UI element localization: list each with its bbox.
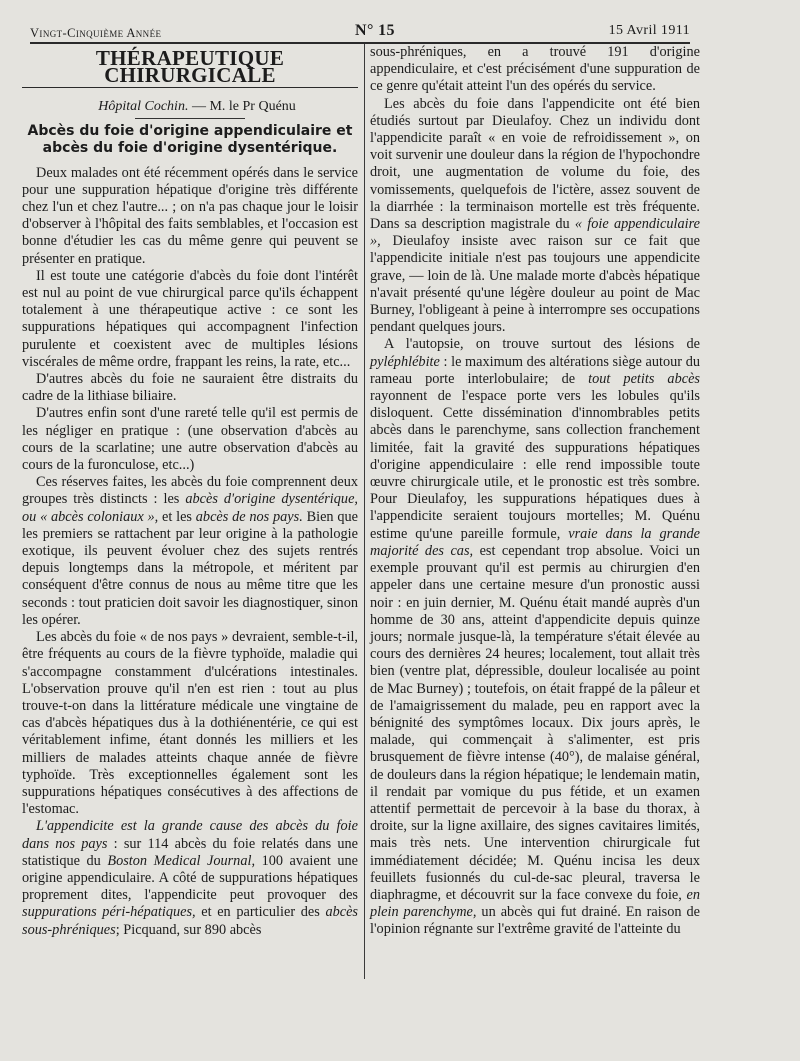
italic-run: pyléphlébite: [370, 353, 440, 370]
left-column: [22, 46, 358, 939]
italic-run: vraie dans la grande majorité des cas,: [370, 525, 701, 559]
italic-run: abcès sous-phréniques: [22, 904, 358, 938]
text-run: A l'autopsie, on trouve surtout des lésions de: [384, 336, 700, 353]
byline-author: — M. le Pr Quénu: [188, 99, 296, 115]
paragraph: Il est toute une catégorie d'abcès du foie dont l'intérêt est nul au point de vue chirurgical parce qu'ils échappent totalement à une thérapeutique active : ce sont les suppurations hépatiques qui accompagnent l'infection purulente et coexistent avec de multiples lésions viscérales de même ordre, frappant les reins, la rate, etc...: [22, 267, 358, 370]
paragraph: Deux malades ont été récemment opérés dans le service pour une suppuration hépatique d'origine très différente chez l'un et chez l'autre... ; on n'a pas chaque jour le loisir d'observer à l'hôpital des faits semblables, et l'occasion est bonne d'étudier les cas du même genre qui peuvent se présenter en pratique.: [22, 164, 358, 267]
italic-run: Boston Medical Journal,: [107, 852, 256, 869]
page-header: [30, 20, 690, 42]
column-divider: [364, 44, 365, 979]
section-title: THÉRAPEUTIQUE CHIRURGICALE: [22, 50, 358, 88]
paragraph: [370, 336, 700, 938]
text-run: Dieulafoy insiste avec raison sur ce fait que l'appendicite initiale n'est pas toujours une appendicite grave, — loin de là. Une malade morte d'abcès hépatique n'avait présenté qu'une légère douleur au point de Mac Burney, l'obligeant à peine à interrompre ses occupations pendant quelques jours.: [370, 233, 700, 336]
paragraph: sous-phréniques, en a trouvé 191 d'origine appendiculaire, et c'est précisément d'une suppuration de ce genre qu'était atteint l'un des opérés du service.: [370, 44, 700, 95]
byline: [22, 98, 358, 115]
text-run: et les: [158, 508, 196, 525]
italic-run: suppurations péri-hépatiques,: [22, 904, 196, 921]
paragraph: [370, 96, 700, 337]
italic-run: abcès de nos pays.: [195, 508, 303, 525]
text-run: un abcès qui fut drainé. En raison de l'opinion régnante sur l'extrême gravité de l'atteinte du: [370, 904, 700, 938]
text-run: : le maximum des altérations siège autour du rameau porte interlobulaire; de: [370, 353, 700, 387]
italic-run: en plein parenchyme,: [370, 886, 700, 921]
article-title: Abcès du foie d'origine appendiculaire et abcès du foie d'origine dysentérique.: [27, 122, 353, 156]
italic-run: L'appendicite est la grande cause des abcès du foie dans nos pays: [22, 818, 358, 852]
text-run: Les abcès du foie dans l'appendicite ont été bien étudiés surtout par Dieulafoy. Chez un individu dont l'appendicite paraît « en voie de refroidissement », on voit survenir une douleur dans la région de l'hypochondre droit, une augmentation de volume du foie, des vomissements, quelquefois de l'ictère, assez souvent de la diarrhée : la terminaison mortelle est très fréquente. Dans sa description magistrale du: [370, 95, 700, 233]
header-volume: Vingt-Cinquième Année: [30, 26, 162, 40]
paragraph: [22, 818, 358, 938]
text-run: et en particulier des: [195, 904, 326, 921]
italic-run: abcès d'origine dysentérique, ou « abcès coloniaux »,: [22, 491, 358, 525]
paragraph: D'autres enfin sont d'une rareté telle qu'il est permis de les négliger en pratique : (une observation d'abcès au cours de la scarlatine; une autre observation d'abcès au cours de la furonculose, etc...): [22, 405, 358, 474]
italic-run: « foie appendiculaire »,: [370, 216, 700, 250]
italic-run: tout petits abcès: [588, 370, 700, 387]
text-run: est cependant trop absolue. Voici un exemple prouvant qu'il est permis au chirurgien d'en appeler dans une certaine mesure d'un pronostic aussi noir : en juin dernier, M. Quénu était mandé auprès d'un homme de 30 ans, atteint d'appendicite depuis quinze jours; normale jusque-là, la température s'était élevée au cours des dernières 24 heures; localement, tout allait très bien (ventre plat, dépressible, douleur localisée au point de Mac Burney) ; toutefois, on était frappé de la pâleur et de l'amaigrissement du malade, peu en rapport avec la bénignité des symptômes locaux. Dix jours après, le malade, qui commençait à s'alimenter, est pris brusquement de fièvre intense (40°), de malaise général, de douleurs dans la région hépatique; le lendemain matin, il rendait par vomique du pus fétide, et un examen attentif permettait de percevoir à la base du thorax, à droite, sur la ligne axillaire, des signes cavitaires limités, mais très nets. Une intervention chirurgicale fut immédiatement décidée; M. Quénu incisa les deux feuillets fusionnés du cul-de-sac pleural, traversa le diaphragme, et découvrit sur la face convexe du foie,: [370, 542, 700, 903]
text-run: rayonnent de l'espace porte vers les lobules qu'ils disloquent. Cette dissémination d'innombrables petits abcès dans le parenchyme, sans collection franchement limitée, fait la gravité des suppurations hépatiques d'origine appendiculaire : elle rend impossible toute œuvre chirurgicale utile, et le pronostic est très sombre. Pour Dieulafoy, les suppurations hépatiques dues à l'appendicite seraient toujours mortelles; M. Quénu estime qu'une pareille formule,: [370, 388, 700, 542]
paragraph: [22, 474, 358, 629]
paragraph: D'autres abcès du foie ne sauraient être distraits du cadre de la lithiase biliaire.: [22, 371, 358, 405]
right-column: [370, 44, 700, 939]
text-run: : sur 114 abcès du foie relatés dans une statistique du: [22, 835, 358, 869]
byline-rule: [135, 118, 245, 119]
paragraph: Les abcès du foie « de nos pays » devraient, semble-t-il, être fréquents au cours de la fièvre typhoïde, maladie qui s'accompagne constamment d'ulcérations intestinales. L'observation prouve qu'il n'en est rien : tout au plus trouve-t-on dans la littérature médicale une vingtaine de cas d'abcès hépatiques dus à la dothiénentérie, ce qui est véritablement infime, étant donnés les milliers et les milliers de malades atteints chaque année de fièvre typhoïde. Très exceptionnelles également sont les suppurations hépatiques consécutives à des affections de l'estomac.: [22, 629, 358, 818]
header-issue-number: N° 15: [355, 22, 395, 39]
byline-hospital: Hôpital Cochin.: [98, 99, 189, 115]
text-run: 100 avaient une origine appendiculaire. A côté de suppurations hépatiques proprement dites, l'appendicite peut provoquer des: [22, 852, 358, 904]
text-run: ; Picquand, sur 890 abcès: [115, 921, 262, 938]
text-run: Ces réserves faites, les abcès du foie comprennent deux groupes très distincts : les: [22, 474, 358, 508]
text-run: Bien que les premiers se rattachent par leur origine à la pathologie exotique, ils peuvent évoluer chez des sujets rentrés depuis longtemps dans la métropole, et méritent par conséquent d'être connus de nous au même titre que les seconds : tout praticien doit savoir les diagnostiquer, sinon les opérer.: [22, 508, 358, 628]
header-date: 15 Avril 1911: [608, 23, 690, 38]
